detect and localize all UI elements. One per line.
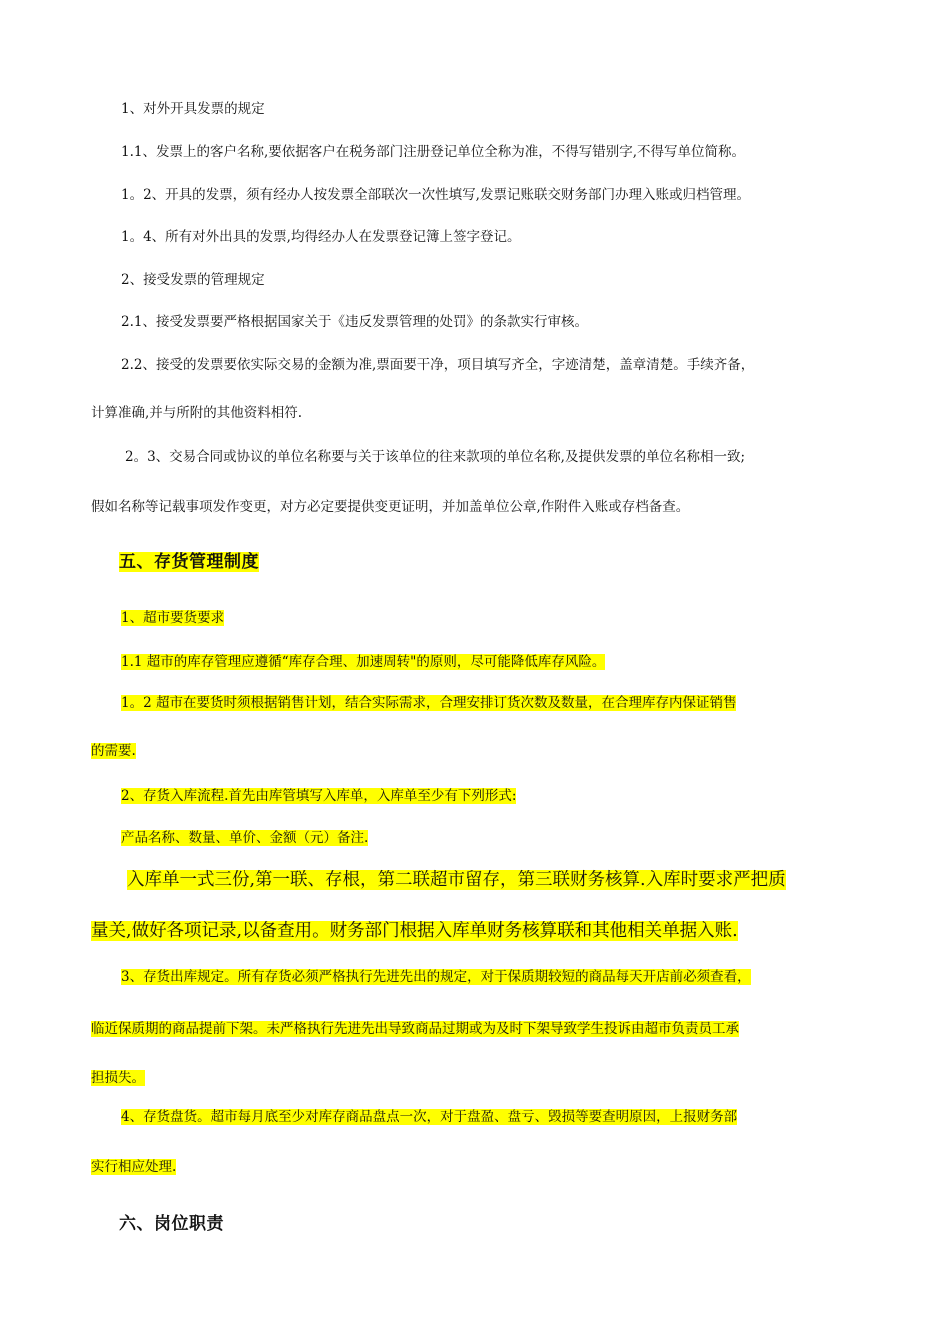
- text-line-large: 入库单一式三份,第一联、存根，第二联超市留存，第三联财务核算.入库时要求严把质: [127, 870, 786, 890]
- text-line: 1。4、所有对外出具的发票,均得经办人在发票登记簿上签字登记。: [121, 229, 521, 245]
- text-line: 担损失。: [91, 1070, 145, 1086]
- text-line: 临近保质期的商品提前下架。未严格执行先进先出导致商品过期或为及时下架导致学生投诉由超市负责员工承: [91, 1021, 739, 1037]
- text-line: 的需要.: [91, 743, 136, 759]
- text-line: 3、存货出库规定。所有存货必须严格执行先进先出的规定，对于保质期较短的商品每天开店前必须查看，: [121, 969, 751, 985]
- text-line: 2.1、接受发票要严格根据国家关于《违反发票管理的处罚》的条款实行审核。: [121, 314, 588, 330]
- text-line: 1、对外开具发票的规定: [121, 101, 265, 117]
- section-heading: 五、存货管理制度: [119, 552, 259, 572]
- text-line: 1.1、发票上的客户名称,要依据客户在税务部门注册登记单位全称为准，不得写错别字,不得写单位简称。: [121, 144, 746, 160]
- text-line: 假如名称等记载事项发作变更，对方必定要提供变更证明，并加盖单位公章,作附件入账或存档备查。: [91, 499, 690, 515]
- text-line: 1.1 超市的库存管理应遵循“库存合理、加速周转"的原则，尽可能降低库存风险。: [121, 654, 606, 670]
- text-line: 2、存货入库流程.首先由库管填写入库单，入库单至少有下列形式:: [121, 788, 517, 804]
- text-line: 2、接受发票的管理规定: [121, 272, 265, 288]
- text-line: 产品名称、数量、单价、金额（元）备注.: [121, 830, 369, 846]
- text-line: 实行相应处理.: [91, 1159, 177, 1175]
- text-line: 2。3、交易合同或协议的单位名称要与关于该单位的往来款项的单位名称,及提供发票的单位名称相一致;: [125, 449, 746, 465]
- text-line: 4、存货盘货。超市每月底至少对库存商品盘点一次，对于盘盈、盘亏、毁损等要查明原因，上报财务部: [121, 1109, 738, 1125]
- section-heading: 六、岗位职责: [119, 1214, 224, 1234]
- text-line: 1、超市要货要求: [121, 610, 225, 626]
- text-line: 1。2 超市在要货时须根据销售计划，结合实际需求，合理安排订货次数及数量，在合理库存内保证销售: [121, 695, 737, 711]
- text-line-large: 量关,做好各项记录,以备查用。财务部门根据入库单财务核算联和其他相关单据入账.: [91, 921, 738, 941]
- text-line: 计算准确,并与所附的其他资料相符.: [91, 405, 303, 421]
- text-line: 2.2、接受的发票要依实际交易的金额为准,票面要干净，项目填写齐全，字迹清楚，盖章清楚。手续齐备，: [121, 357, 755, 373]
- text-line: 1。2、开具的发票，须有经办人按发票全部联次一次性填写,发票记账联交财务部门办理入账或归档管理。: [121, 187, 750, 203]
